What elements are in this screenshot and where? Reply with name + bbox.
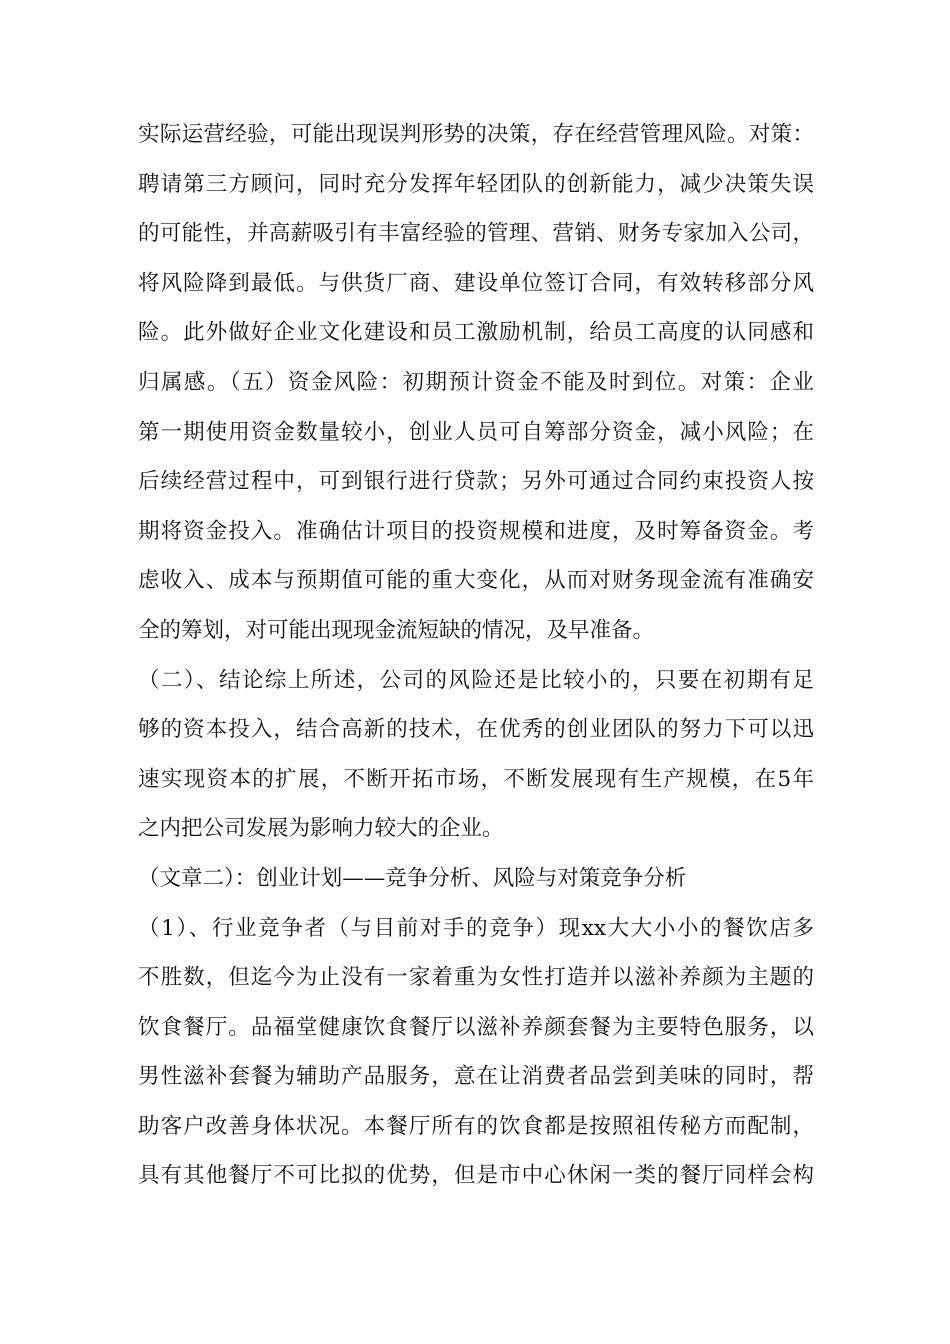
text-line: （1）、行业竞争者（与目前对手的竞争）现xx大大小小的餐饮店多 [138, 915, 814, 941]
text-line: 的可能性，并高薪吸引有丰富经验的管理、营销、财务专家加入公司， [138, 221, 814, 247]
paragraph-end-line: 之内把公司发展为影响力较大的企业。 [138, 816, 504, 842]
text-line: 实际运营经验，可能出现误判形势的决策，存在经营管理风险。对策： [138, 122, 814, 147]
text-line: 期将资金投入。准确估计项目的投资规模和进度，及时筹备资金。考 [138, 518, 814, 544]
section-heading: （文章二）：创业计划——竞争分析、风险与对策竞争分析 [138, 865, 687, 891]
text-line: 助客户改善身体状况。本餐厅所有的饮食都是按照祖传秘方而配制， [138, 1113, 814, 1139]
paragraph-end-line: 全的筹划，对可能出现现金流短缺的情况，及早准备。 [138, 617, 655, 643]
text-line: 聘请第三方顾问，同时充分发挥年轻团队的创新能力，减少决策失误 [138, 171, 814, 197]
text-line: 归属感。（五）资金风险：初期预计资金不能及时到位。对策：企业 [138, 369, 814, 395]
text-line: 险。此外做好企业文化建设和员工激励机制，给员工高度的认同感和 [138, 320, 814, 346]
text-line: 将风险降到最低。与供货厂商、建设单位签订合同，有效转移部分风 [138, 270, 814, 296]
document-body [138, 110, 814, 1201]
text-line: 不胜数，但迄今为止没有一家着重为女性打造并以滋补养颜为主题的 [138, 965, 814, 991]
text-line: 速实现资本的扩展，不断开拓市场，不断发展现有生产规模，在5年 [138, 766, 814, 792]
text-line: 具有其他餐厅不可比拟的优势，但是市中心休闲一类的餐厅同样会构 [138, 1163, 814, 1189]
text-line: 虑收入、成本与预期值可能的重大变化，从而对财务现金流有准确安 [138, 568, 814, 594]
text-line: 饮食餐厅。品福堂健康饮食餐厅以滋补养颜套餐为主要特色服务，以 [138, 1014, 814, 1040]
text-line: 后续经营过程中，可到银行进行贷款；另外可通过合同约束投资人按 [138, 469, 814, 495]
text-line: 男性滋补套餐为辅助产品服务，意在让消费者品尝到美味的同时，帮 [138, 1064, 814, 1090]
text-line: 第一期使用资金数量较小，创业人员可自筹部分资金，减小风险；在 [138, 419, 814, 445]
text-line: （二）、结论综上所述，公司的风险还是比较小的，只要在初期有足 [138, 667, 814, 693]
text-line: 够的资本投入，结合高新的技术，在优秀的创业团队的努力下可以迅 [138, 717, 814, 743]
